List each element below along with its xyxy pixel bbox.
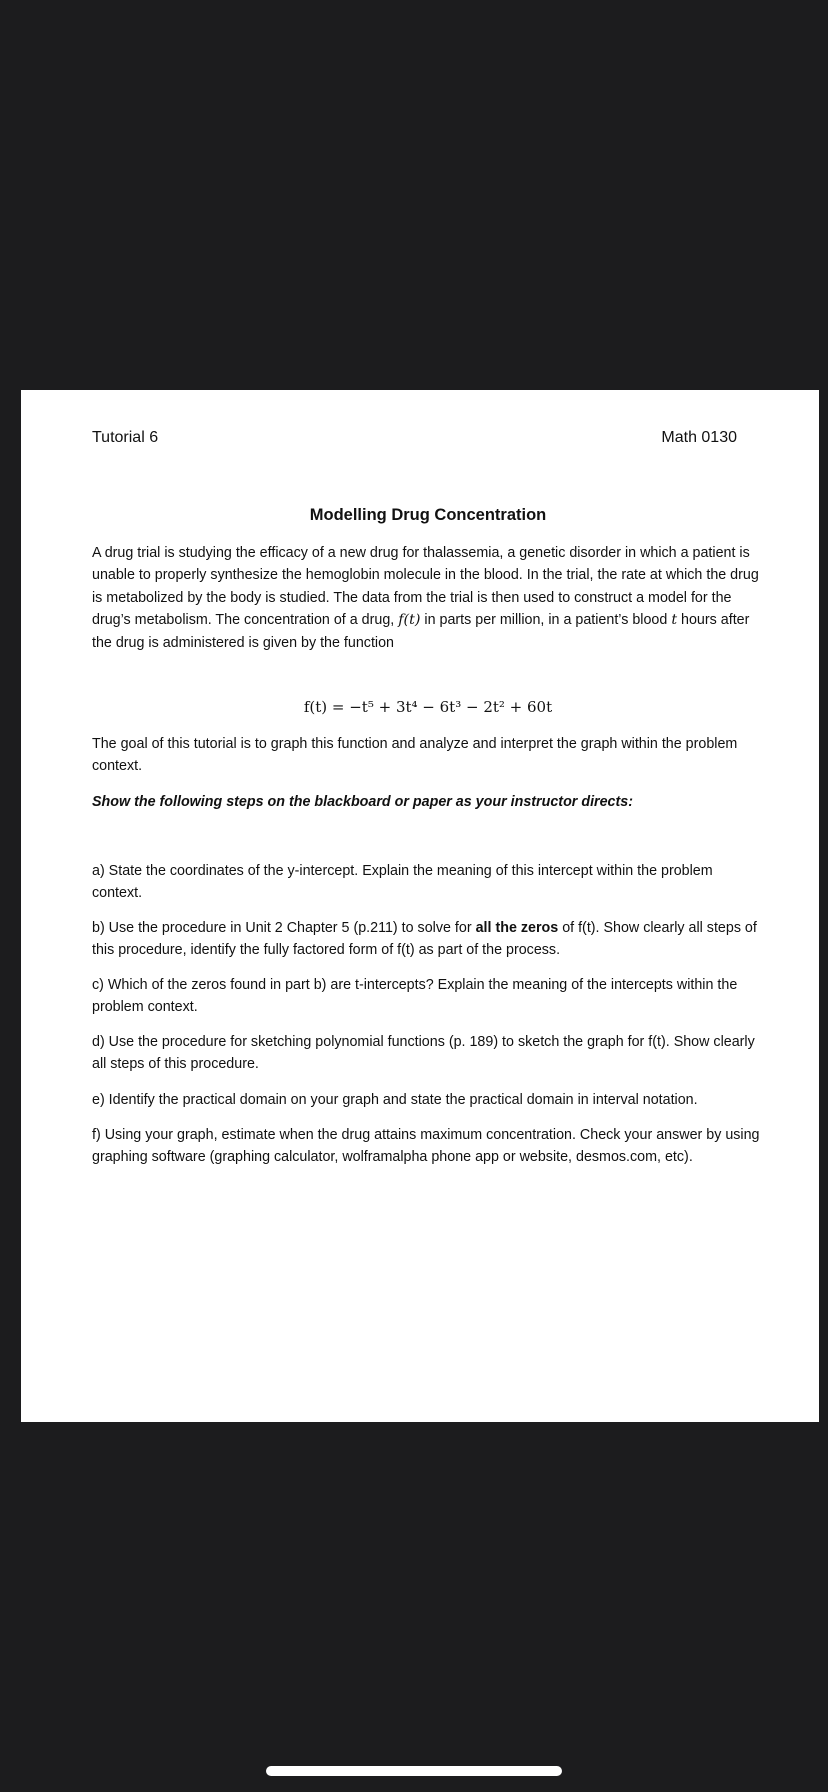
question-b-bold: all the zeros xyxy=(475,920,559,936)
question-b-text-pre: b) Use the procedure in Unit 2 Chapter 5 (p.211) to solve for xyxy=(92,920,476,936)
intro-text-2: in parts per million, in a patient’s blood xyxy=(420,612,672,629)
header-right: Math 0130 xyxy=(661,429,737,446)
question-b xyxy=(92,917,762,962)
document-page xyxy=(21,390,819,1422)
intro-text-1: A drug trial is studying the efficacy of a new drug for thalassemia, a genetic disorder in which a patient is unable to properly synthesize the hemoglobin molecule in the blood. In the trial, the rate at which the drug is metabolized by the body is studied. The data from the trial is then used to construct a model for the drug’s metabolism. The concentration of a drug, xyxy=(92,545,759,629)
document-title: Modelling Drug Concentration xyxy=(309,506,547,524)
goal-paragraph: The goal of this tutorial is to graph this function and analyze and interpret the graph within the problem context. xyxy=(92,736,738,775)
question-f: f) Using your graph, estimate when the drug attains maximum concentration. Check your answer by using graphing software (graphing calculator, wolframalpha phone app or website, desmos.com, etc). xyxy=(92,1127,760,1166)
home-indicator[interactable] xyxy=(266,1766,562,1776)
question-b-text-post: of f(t). Show clearly all steps of this procedure, identify the fully factored form of f(t) as part of the process. xyxy=(92,920,757,959)
intro-text-3: hours after the drug is administered is given by the function xyxy=(92,612,750,651)
question-a: a) State the coordinates of the y-intercept. Explain the meaning of this intercept within the problem context. xyxy=(92,863,713,902)
function-equation: f(t) = −t⁵ + 3t⁴ − 6t³ − 2t² + 60t xyxy=(303,698,553,716)
intro-variable: t xyxy=(671,612,678,629)
question-e: e) Identify the practical domain on your graph and state the practical domain in interval notation. xyxy=(92,1092,698,1108)
intro-function: f(t) xyxy=(398,612,421,629)
header-left: Tutorial 6 xyxy=(92,429,159,446)
question-d: d) Use the procedure for sketching polynomial functions (p. 189) to sketch the graph for f(t). Show clearly all steps of this procedure. xyxy=(92,1034,755,1073)
question-c: c) Which of the zeros found in part b) are t-intercepts? Explain the meaning of the intercepts within the problem context. xyxy=(92,977,738,1016)
instruction-text: Show the following steps on the blackboard or paper as your instructor directs: xyxy=(92,794,633,810)
intro-paragraph xyxy=(92,542,762,654)
